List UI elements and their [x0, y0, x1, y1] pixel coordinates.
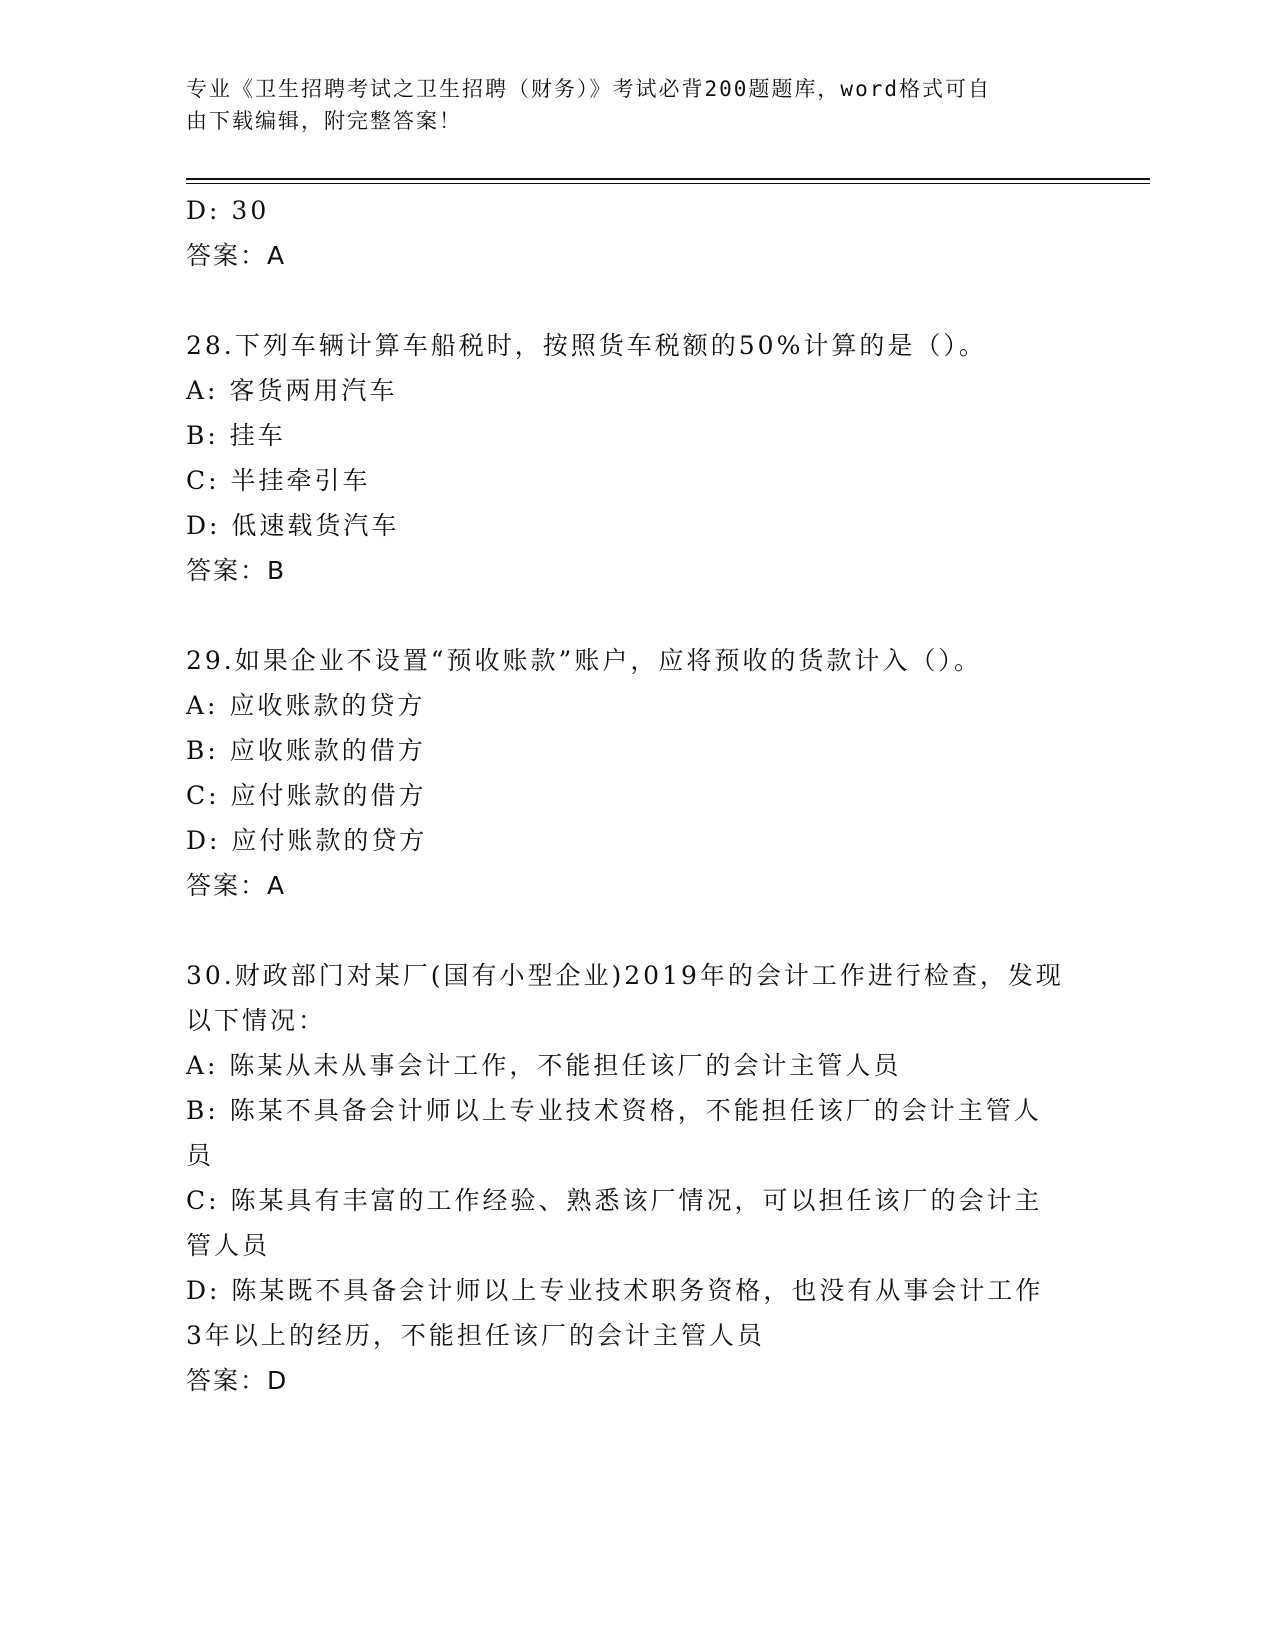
spacer — [186, 593, 1086, 638]
option-c: C: 半挂牵引车 — [186, 466, 371, 495]
answer-text: 答案：B — [186, 556, 287, 585]
option-b: B: 挂车 — [186, 421, 286, 450]
option-d-continued: 3年以上的经历，不能担任该厂的会计主管人员 — [186, 1321, 765, 1350]
option-text: D: 30 — [186, 196, 270, 225]
previous-question-tail — [186, 188, 1086, 278]
question-stem: 29.如果企业不设置“预收账款”账户，应将预收的货款计入（）。 — [186, 646, 982, 675]
option-b: B: 应收账款的借方 — [186, 736, 426, 765]
header-line: 专业《卫生招聘考试之卫生招聘（财务）》考试必背200题题库，word格式可自 — [186, 77, 991, 101]
answer-text: 答案：D — [186, 1366, 289, 1395]
spacer — [186, 908, 1086, 953]
question-28 — [186, 323, 1086, 593]
option-c: C: 陈某具有丰富的工作经验、熟悉该厂情况，可以担任该厂的会计主 — [186, 1186, 1043, 1215]
option-b-continued: 员 — [186, 1141, 215, 1170]
option-a: A: 应收账款的贷方 — [186, 691, 426, 720]
option-d: D: 低速载货汽车 — [186, 511, 400, 540]
document-header — [186, 73, 1066, 137]
option-d: D: 陈某既不具备会计师以上专业技术职务资格，也没有从事会计工作 — [186, 1276, 1044, 1305]
question-stem: 28.下列车辆计算车船税时，按照货车税额的50%计算的是（）。 — [186, 331, 987, 360]
answer-text: 答案：A — [186, 241, 287, 270]
option-b: B: 陈某不具备会计师以上专业技术资格，不能担任该厂的会计主管人 — [186, 1096, 1042, 1125]
option-c: C: 应付账款的借方 — [186, 781, 427, 810]
question-stem-continued: 以下情况： — [186, 1006, 327, 1035]
document-body — [186, 188, 1086, 1403]
option-d: D: 应付账款的贷方 — [186, 826, 428, 855]
question-stem: 30.财政部门对某厂(国有小型企业)2019年的会计工作进行检查，发现 — [186, 961, 1064, 990]
header-line: 由下载编辑，附完整答案！ — [186, 109, 462, 133]
question-29 — [186, 638, 1086, 908]
header-divider-thin — [186, 183, 1150, 184]
option-a: A: 客货两用汽车 — [186, 376, 398, 405]
spacer — [186, 278, 1086, 323]
question-30 — [186, 953, 1086, 1403]
header-divider-thick — [186, 178, 1150, 180]
option-a: A: 陈某从未从事会计工作，不能担任该厂的会计主管人员 — [186, 1051, 902, 1080]
option-c-continued: 管人员 — [186, 1231, 271, 1260]
answer-text: 答案：A — [186, 871, 287, 900]
